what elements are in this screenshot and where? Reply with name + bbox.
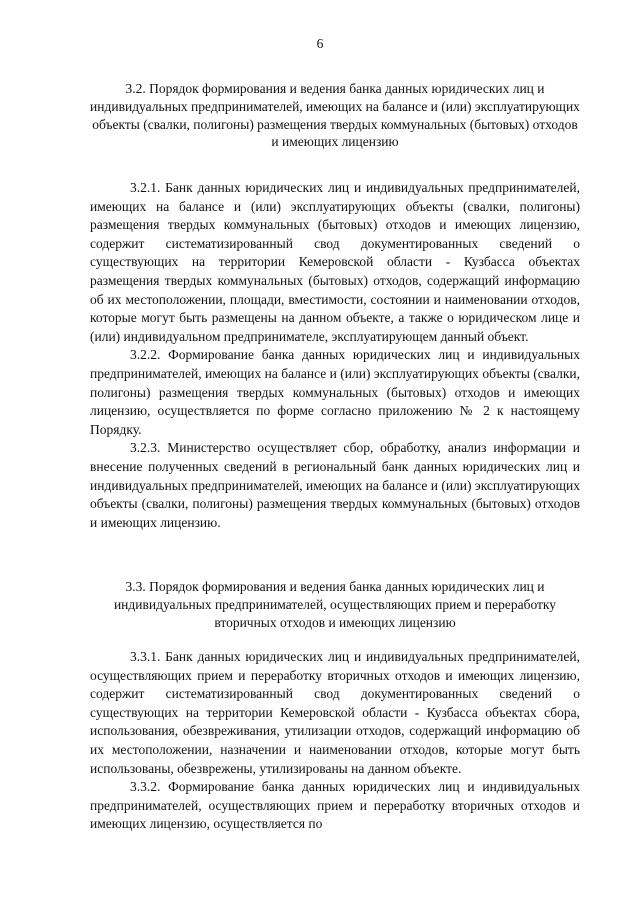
page-number: 6 xyxy=(316,36,324,51)
section-3-3-body xyxy=(90,648,580,834)
section-3-3-heading: 3.3. Порядок формирования и ведения банка данных юридических лиц и индивидуальных предпринимателей, осуществляющих прием и переработку вторичных отходов и имеющих лицензию xyxy=(113,579,557,630)
section-3-2-body xyxy=(90,179,580,532)
paragraph-3-3-1: 3.3.1. Банк данных юридических лиц и индивидуальных предпринимателей, осуществляющих прием и переработку вторичных отходов и имеющих лицензию, содержит систематизированный свод документированных сведений о существующих на территории Кемеровской области - Кузбасса объектах сбора, использования, обезвреживания, утилизации отходов, содержащий информацию об их местоположении, назначении и наименовании отходов, которые могут быть использованы, обезврежены, утилизированы на данном объекте. xyxy=(90,649,580,776)
paragraph-3-2-3: 3.2.3. Министерство осуществляет сбор, обработку, анализ информации и внесение полученных сведений в региональный банк данных юридических лиц и индивидуальных предпринимателей, имеющих на балансе и (или) эксплуатирующих объекты (свалки, полигоны) размещения твердых коммунальных (бытовых) отходов и имеющих лицензию. xyxy=(90,440,580,530)
paragraph-3-2-1: 3.2.1. Банк данных юридических лиц и индивидуальных предпринимателей, имеющих на балансе и (или) эксплуатирующих объекты (свалки, полигоны) размещения твердых коммунальных (бытовых) отходов и имеющих лицензию, содержит систематизированный свод документированных сведений о существующих на территории Кемеровской области - Кузбасса объектах размещения твердых коммунальных (бытовых) отходов, содержащий информацию об их местоположении, площади, вместимости, состоянии и наименовании отходов, которые могут быть размещены на данном объекте, а также о юридическом лице и (или) индивидуальном предпринимателе, эксплуатирующем данный объект. xyxy=(90,180,580,344)
section-3-2-heading: 3.2. Порядок формирования и ведения банка данных юридических лиц и индивидуальных предпринимателей, имеющих на балансе и (или) эксплуатирующих объекты (свалки, полигоны) размещения твердых коммунальных (бытовых) отходов и имеющих лицензию xyxy=(90,81,580,150)
paragraph-3-2-2: 3.2.2. Формирование банка данных юридических лиц и индивидуальных предпринимателей, имеющих на балансе и (или) эксплуатирующих объекты (свалки, полигоны) размещения твердых коммунальных (бытовых) отходов и имеющих лицензию, осуществляется по форме согласно приложению № 2 к настоящему Порядку. xyxy=(90,347,580,437)
paragraph-3-3-2: 3.3.2. Формирование банка данных юридических лиц и индивидуальных предпринимателей, осуществляющих прием и переработку вторичных отходов и имеющих лицензию, осуществляется по xyxy=(90,779,580,832)
